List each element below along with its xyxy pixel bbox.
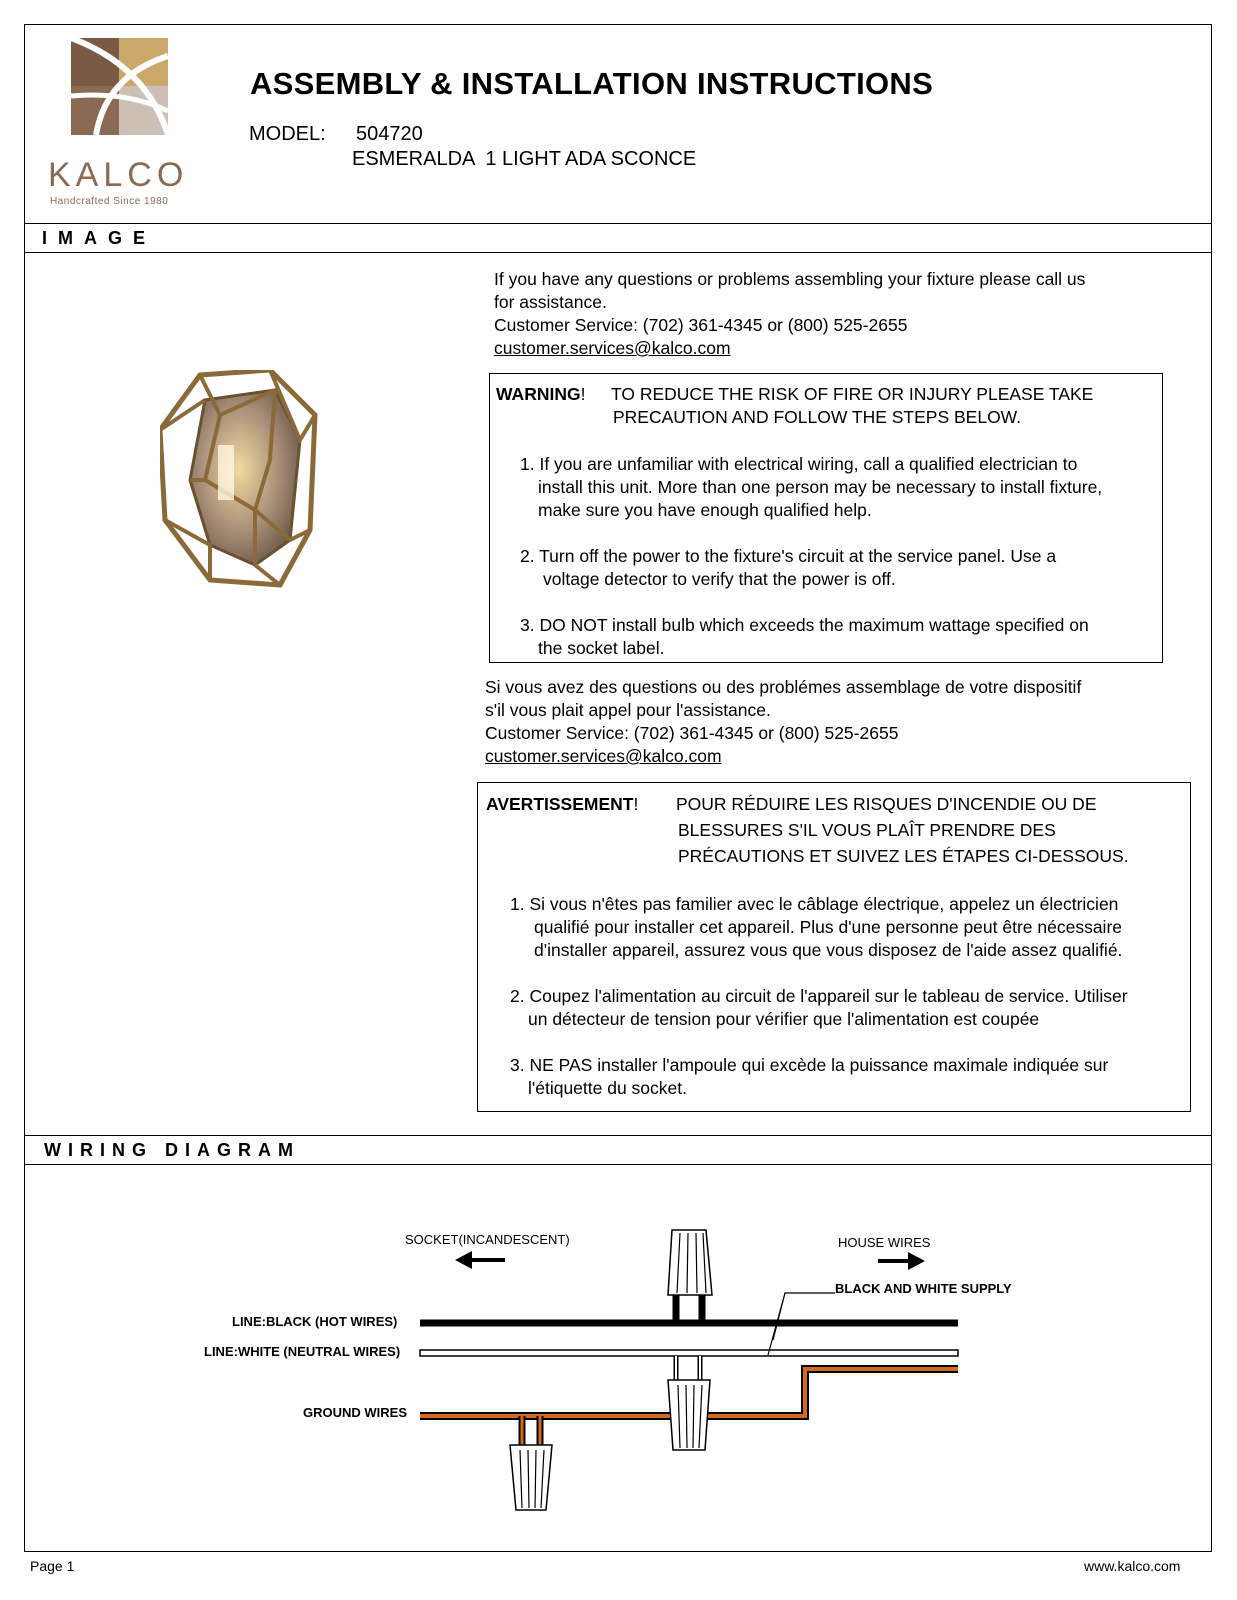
warning-fr-heading3: PRÉCAUTIONS ET SUIVEZ LES ÉTAPES CI-DESSOUS. (678, 846, 1129, 866)
page-title: ASSEMBLY & INSTALLATION INSTRUCTIONS (250, 66, 934, 101)
warning-en-step: make sure you have enough qualified help. (538, 500, 872, 520)
contact-en-line2: for assistance. (494, 292, 607, 312)
warning-en-step: 2. Turn off the power to the fixture's circuit at the service panel. Use a (520, 546, 1057, 566)
warning-fr-label: AVERTISSEMENT (486, 794, 634, 814)
model-number: 504720 (356, 123, 423, 145)
wiring-diagram (0, 1165, 1237, 1525)
warning-en-step: install this unit. More than one person may be necessary to install fixture, (538, 477, 1103, 497)
divider (24, 1135, 1212, 1136)
white-wire-label: LINE:WHITE (NEUTRAL WIRES) (204, 1344, 401, 1359)
logo-mark-icon (46, 36, 206, 146)
kalco-logo (46, 36, 206, 206)
warning-fr-step: d'installer appareil, assurez vous que vous disposez de l'aide assez qualifié. (534, 940, 1123, 960)
warning-fr-heading2: BLESSURES S'IL VOUS PLAÎT PRENDRE DES (678, 820, 1056, 840)
arrow-right-icon (878, 1252, 925, 1270)
black-wire-label: LINE:BLACK (HOT WIRES) (232, 1314, 398, 1329)
warning-en-step: 3. DO NOT install bulb which exceeds the maximum wattage specified on (520, 615, 1089, 635)
socket-label: SOCKET(INCANDESCENT) (405, 1232, 570, 1247)
warning-en-heading2: PRECAUTION AND FOLLOW THE STEPS BELOW. (613, 407, 1022, 427)
warning-fr-step: 2. Coupez l'alimentation au circuit de l'appareil sur le tableau de service. Utiliser (510, 986, 1128, 1006)
warning-en-heading-row (496, 383, 585, 406)
ground-wire-label: GROUND WIRES (303, 1405, 407, 1420)
model-label: MODEL: (249, 123, 326, 145)
product-image (160, 370, 320, 590)
section-wiring-title: WIRING DIAGRAM (44, 1140, 300, 1160)
section-image-title: IMAGE (42, 228, 157, 248)
warning-fr-step: 1. Si vous n'êtes pas familier avec le câblage électrique, appelez un électricien (510, 894, 1119, 914)
warning-en-excl: ! (580, 384, 586, 404)
warning-fr-heading1: POUR RÉDUIRE LES RISQUES D'INCENDIE OU DE (676, 794, 1097, 814)
wire-nut-icon (668, 1230, 712, 1295)
warning-en-label: WARNING (496, 384, 581, 404)
brand-name: KALCO (48, 156, 189, 194)
wire-nut-icon (668, 1380, 710, 1450)
warning-fr-excl: ! (633, 794, 639, 814)
warning-fr-step: un détecteur de tension pour vérifier que l'alimentation est coupée (528, 1009, 1040, 1029)
divider (24, 252, 1212, 253)
contact-fr-line2: s'il vous plait appel pour l'assistance. (485, 700, 771, 720)
arrow-left-icon (455, 1251, 505, 1269)
contact-en-line1: If you have any questions or problems assembling your fixture please call us (494, 269, 1086, 289)
warning-en-heading1: TO REDUCE THE RISK OF FIRE OR INJURY PLEASE TAKE (611, 384, 1094, 404)
page-number: Page 1 (30, 1558, 75, 1574)
footer-url[interactable]: www.kalco.com (1084, 1558, 1181, 1574)
warning-fr-step: l'étiquette du socket. (528, 1078, 687, 1098)
supply-label: BLACK AND WHITE SUPPLY (835, 1281, 1012, 1296)
model-name: ESMERALDA 1 LIGHT ADA SCONCE (352, 148, 697, 170)
contact-en-phone: Customer Service: (702) 361-4345 or (800) 525-2655 (494, 315, 908, 335)
contact-fr-email[interactable]: customer.services@kalco.com (485, 746, 722, 766)
divider (24, 223, 1212, 224)
warning-fr-heading-row (486, 793, 638, 816)
warning-fr-step: qualifié pour installer cet appareil. Plus d'une personne peut être nécessaire (534, 917, 1123, 937)
warning-en-step: voltage detector to verify that the power is off. (543, 569, 896, 589)
house-wires-label: HOUSE WIRES (838, 1235, 931, 1250)
contact-fr-line1: Si vous avez des questions ou des problémes assemblage de votre dispositif (485, 677, 1082, 697)
warning-fr-step: 3. NE PAS installer l'ampoule qui excède la puissance maximale indiquée sur (510, 1055, 1109, 1075)
wire-nut-icon (510, 1445, 552, 1510)
wiring-diagram-svg (0, 1165, 1237, 1525)
warning-en-step: the socket label. (538, 638, 665, 658)
contact-en-email[interactable]: customer.services@kalco.com (494, 338, 731, 358)
brand-tagline: Handcrafted Since 1980 (50, 196, 169, 207)
warning-en-step: 1. If you are unfamiliar with electrical wiring, call a qualified electrician to (520, 454, 1078, 474)
contact-fr-phone: Customer Service: (702) 361-4345 or (800) 525-2655 (485, 723, 899, 743)
